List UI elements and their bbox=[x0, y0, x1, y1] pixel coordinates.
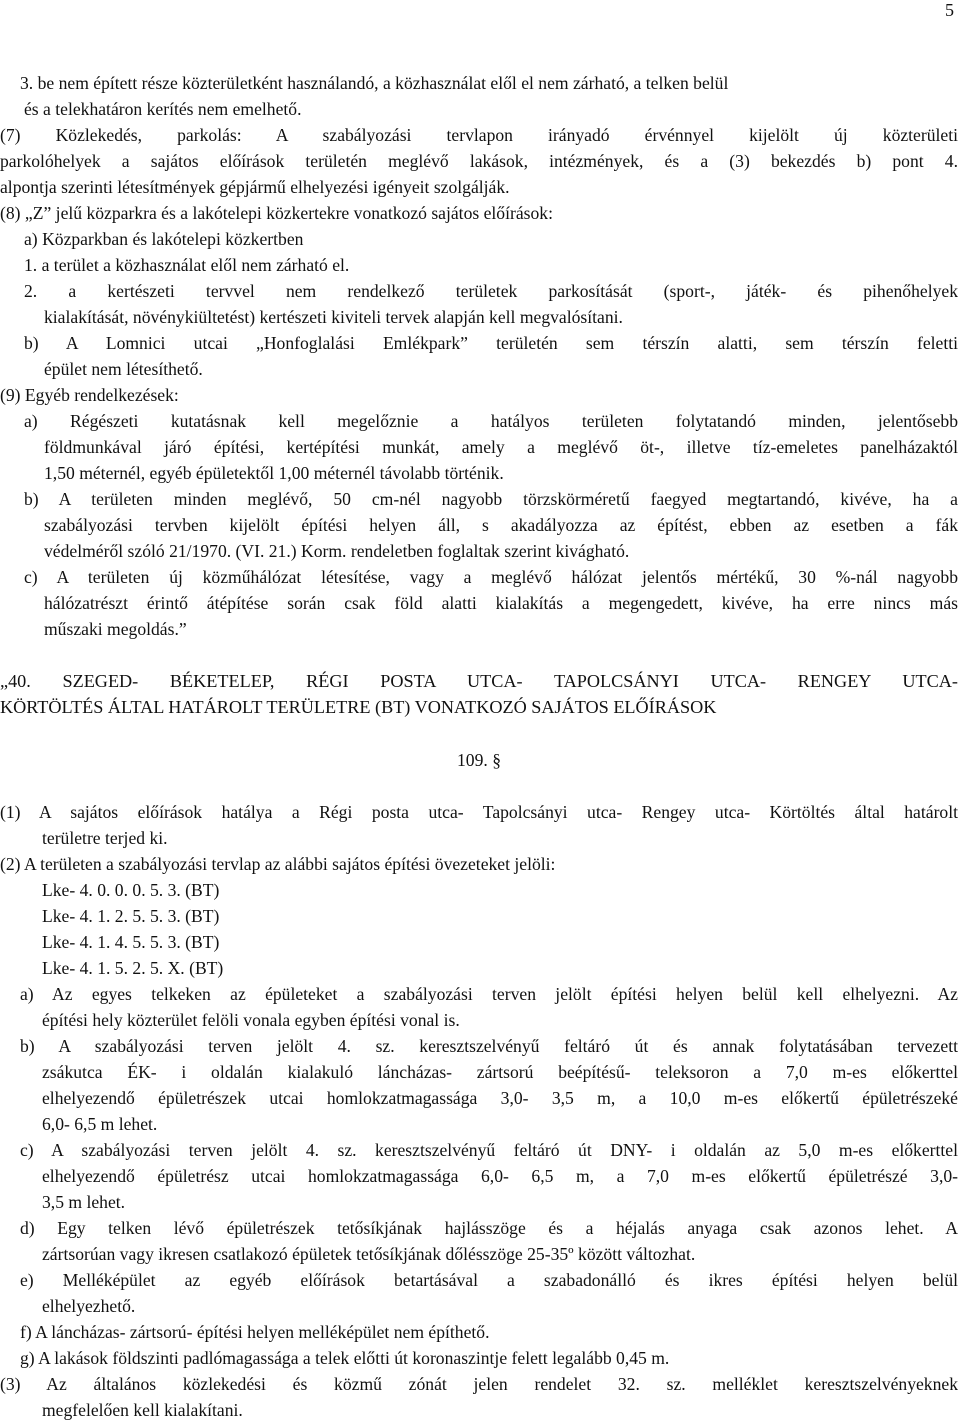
text-line: b) A Lomnici utcai „Honfoglalási Emlékpark” területén sem térszín alatti, sem térszín feletti bbox=[24, 333, 958, 353]
section-heading bbox=[0, 668, 958, 720]
heading-line-2: KÖRTÖLTÉS ÁLTAL HATÁROLT TERÜLETRE (BT) VONATKOZÓ SAJÁTOS ELŐÍRÁSOK bbox=[0, 697, 717, 717]
text-line: a) Az egyes telkeken az épületeket a szabályozási terven jelölt építési helyen belül kell elhelyezni. Az bbox=[20, 984, 958, 1004]
text-line: 6,0- 6,5 m lehet. bbox=[42, 1114, 158, 1134]
text-line: Lke- 4. 0. 0. 0. 5. 3. (BT) bbox=[42, 880, 220, 900]
text-line: (7) Közlekedés, parkolás: A szabályozási tervlapon irányadó érvénnyel kijelölt új közterületi bbox=[0, 125, 958, 145]
text-line: műszaki megoldás.” bbox=[44, 619, 187, 639]
text-line: Lke- 4. 1. 2. 5. 5. 3. (BT) bbox=[42, 906, 220, 926]
text-line: c) A területen új közműhálózat létesítése, vagy a meglévő hálózat jelentős mértékű, 30 %-nál nagyobb bbox=[24, 567, 958, 587]
text-line: (9) Egyéb rendelkezések: bbox=[0, 385, 179, 405]
text-line: g) A lakások földszinti padlómagassága a telek előtti út koronaszintje felett legalább 0,45 m. bbox=[20, 1348, 670, 1368]
text-line: zártsorúan vagy ikresen csatlakozó épületek tetősíkjának dőlésszöge 25-35º között változhat. bbox=[42, 1244, 696, 1264]
text-line: elhelyezendő épületrész utcai homlokzatmagassága 6,0- 6,5 m, a 7,0 m-es előkertű épületrészé 3,0- bbox=[42, 1166, 958, 1186]
text-line: b) A szabályozási terven jelölt 4. sz. keresztszelvényű feltáró út és annak folytatásában tervezett bbox=[20, 1036, 958, 1056]
text-line: e) Melléképület az egyéb előírások betartásával a szabadonálló és ikres építési helyen belül bbox=[20, 1270, 958, 1290]
text-line: 1. a terület a közhasználat elől nem zárható el. bbox=[24, 255, 350, 275]
text-line: kialakítását, növénykiültetést) kertészeti kiviteli tervek alapján kell megvalósítani. bbox=[44, 307, 623, 327]
heading-line-1: „40. SZEGED- BÉKETELEP, RÉGI POSTA UTCA- TAPOLCSÁNYI UTCA- RENGEY UTCA- bbox=[0, 671, 958, 691]
text-line: épület nem létesíthető. bbox=[44, 359, 203, 379]
text-line: 3. be nem épített része közterületként használandó, a közhasználat elől el nem zárható, a telken belül bbox=[20, 73, 729, 93]
text-line: területre terjed ki. bbox=[42, 828, 168, 848]
text-line: parkolóhelyek a sajátos előírások területén meglévő lakások, intézmények, és a (3) bekezdés b) pont 4. bbox=[0, 151, 958, 171]
text-line: Lke- 4. 1. 4. 5. 5. 3. (BT) bbox=[42, 932, 220, 952]
text-line: b) A területen minden meglévő, 50 cm-nél nagyobb törzskörméretű faegyed megtartandó, kivéve, ha a bbox=[24, 489, 958, 509]
text-line: Lke- 4. 1. 5. 2. 5. X. (BT) bbox=[42, 958, 224, 978]
text-line: (2) A területen a szabályozási tervlap az alábbi sajátos építési övezeteket jelöli: bbox=[0, 854, 556, 874]
text-line: 2. a kertészeti tervvel nem rendelkező területek parkosítását (sport-, játék- és pihenőhelyek bbox=[24, 281, 958, 301]
text-line: szabályozási tervben kijelölt építési helyen áll, s akadályozza az építést, ebben az esetben a fák bbox=[44, 515, 958, 535]
section-number: 109. § bbox=[457, 750, 501, 770]
text-line: (3) Az általános közlekedési és közmű zónát jelen rendelet 32. sz. melléklet keresztszelvényeknek bbox=[0, 1374, 958, 1394]
text-block-upper bbox=[0, 70, 958, 642]
text-line: földmunkával járó építési, kertépítési munkát, amely a meglévő öt-, illetve tíz-emeletes panelházaktól bbox=[44, 437, 958, 457]
text-line: a) Közparkban és lakótelepi közkertben bbox=[24, 229, 304, 249]
text-line: építési hely közterület felöli vonala egyben építési vonal is. bbox=[42, 1010, 460, 1030]
text-line: d) Egy telken lévő épületrészek tetősíkjának hajlásszöge és a héjalás anyaga csak azonos lehet. A bbox=[20, 1218, 958, 1238]
text-line: alpontja szerinti létesítmények gépjármű elhelyezési igényeit szolgálják. bbox=[0, 177, 510, 197]
text-line: és a telekhatáron kerítés nem emelhető. bbox=[24, 99, 302, 119]
text-line: zsákutca ÉK- i oldalán kialakuló láncházas- zártsorú beépítésű- teleksoron a 7,0 m-es előkerttel bbox=[42, 1062, 958, 1082]
text-line: 3,5 m lehet. bbox=[42, 1192, 126, 1212]
text-line: f) A láncházas- zártsorú- építési helyen melléképület nem építhető. bbox=[20, 1322, 490, 1342]
text-line: hálózatrészt érintő átépítése során csak föld alatti kialakítás a megengedett, kivéve, ha erre nincs más bbox=[44, 593, 958, 613]
text-line: elhelyezendő épületrészek utcai homlokzatmagassága 3,0- 3,5 m, a 10,0 m-es előkertű épületrészeké bbox=[42, 1088, 958, 1108]
text-line: c) A szabályozási terven jelölt 4. sz. keresztszelvényű feltáró út DNY- i oldalán az 5,0 m-es előkerttel bbox=[20, 1140, 958, 1160]
text-line: védelméről szóló 21/1970. (VI. 21.) Korm. rendeletben foglaltak szerint kivágható. bbox=[44, 541, 630, 561]
text-line: a) Régészeti kutatásnak kell megelőznie a hatályos területen folytatandó minden, jelentősebb bbox=[24, 411, 958, 431]
text-line: elhelyezhető. bbox=[42, 1296, 136, 1316]
page-number: 5 bbox=[945, 0, 954, 20]
text-block-lower bbox=[0, 799, 958, 1423]
text-line: 1,50 méternél, egyéb épületektől 1,00 méternél távolabb történik. bbox=[44, 463, 504, 483]
text-line: megfelelően kell kialakítani. bbox=[42, 1400, 243, 1420]
text-line: (8) „Z” jelű közparkra és a lakótelepi közkertekre vonatkozó sajátos előírások: bbox=[0, 203, 553, 223]
text-line: (1) A sajátos előírások hatálya a Régi posta utca- Tapolcsányi utca- Rengey utca- Körtöltés által határolt bbox=[0, 802, 958, 822]
